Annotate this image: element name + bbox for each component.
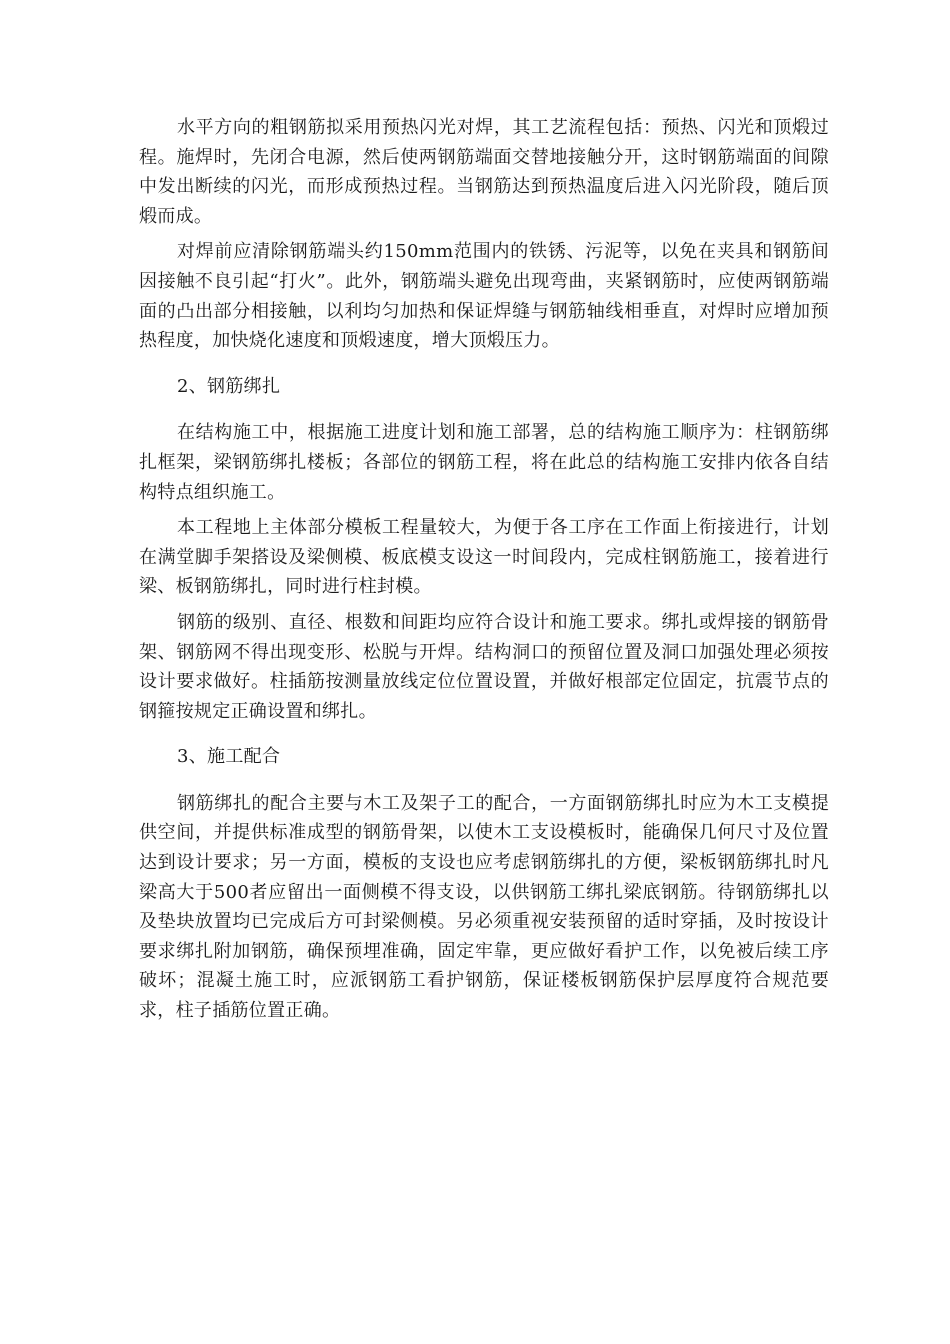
paragraph-rebar-requirements: 钢筋的级别、直径、根数和间距均应符合设计和施工要求。绑扎或焊接的钢筋骨架、钢筋网不得出现变形、松脱与开焊。结构洞口的预留位置及洞口加强处理必须按设计要求做好。柱插筋按测量放线定位位置设置，并做好根部定位固定，抗震节点的钢箍按规定正确设置和绑扎。 [139,611,829,722]
paragraph-welding-preparation: 对焊前应清除钢筋端头约150mm范围内的铁锈、污泥等，以免在夹具和钢筋间因接触不良引起“打火”。此外，钢筋端头避免出现弯曲，夹紧钢筋时，应使两钢筋端面的凸出部分相接触，以利均匀加热和保证焊缝与钢筋轴线相垂直，对焊时应增加预热程度，加快烧化速度和顶煅速度，增大顶煅压力。 [139,241,829,352]
document-body [139,113,829,1026]
section-heading-construction-coordination: 3、施工配合 [177,746,281,768]
paragraph-butt-welding-process: 水平方向的粗钢筋拟采用预热闪光对焊，其工艺流程包括：预热、闪光和顶煅过程。施焊时，先闭合电源，然后使两钢筋端面交替地接触分开，这时钢筋端面的间隙中发出断续的闪光，而形成预热过程。当钢筋达到预热温度后进入闪光阶段，随后顶煅而成。 [139,117,829,227]
section-heading-rebar-binding: 2、钢筋绑扎 [177,375,281,397]
paragraph-formwork-coordination: 本工程地上主体部分模板工程量较大，为便于各工序在工作面上衔接进行，计划在满堂脚手架搭设及梁侧模、板底模支设这一时间段内，完成柱钢筋施工，接着进行梁、板钢筋绑扎，同时进行柱封模。 [139,517,829,598]
paragraph-construction-sequence: 在结构施工中，根据施工进度计划和施工部署，总的结构施工顺序为：柱钢筋绑扎框架，梁钢筋绑扎楼板；各部位的钢筋工程，将在此总的结构施工安排内依各自结构特点组织施工。 [139,422,829,503]
paragraph-trade-coordination: 钢筋绑扎的配合主要与木工及架子工的配合，一方面钢筋绑扎时应为木工支模提供空间，并提供标准成型的钢筋骨架，以使木工支设模板时，能确保几何尺寸及位置达到设计要求；另一方面，模板的支设也应考虑钢筋绑扎的方便，梁板钢筋绑扎时凡梁高大于500者应留出一面侧模不得支设，以供钢筋工绑扎梁底钢筋。待钢筋绑扎以及垫块放置均已完成后方可封梁侧模。另必须重视安装预留的适时穿插，及时按设计要求绑扎附加钢筋，确保预埋准确，固定牢靠，更应做好看护工作，以免被后续工序破坏；混凝土施工时，应派钢筋工看护钢筋，保证楼板钢筋保护层厚度符合规范要求，柱子插筋位置正确。 [139,792,829,1022]
